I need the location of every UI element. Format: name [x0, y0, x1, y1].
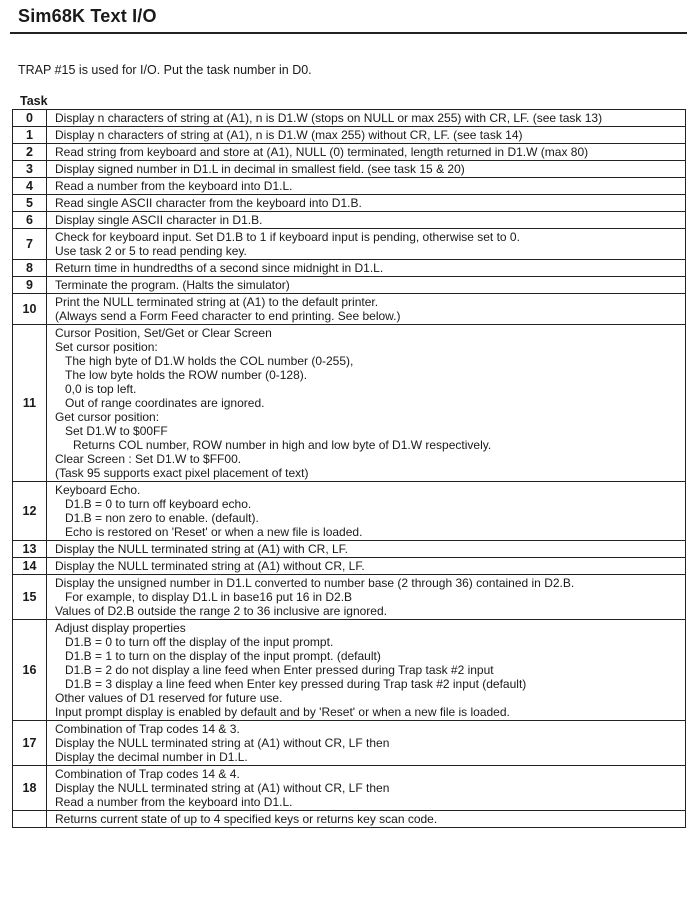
task-description	[47, 575, 686, 620]
table-row	[13, 766, 686, 811]
table-row	[13, 620, 686, 721]
task-number: 7	[13, 229, 47, 260]
description-line: Returns current state of up to 4 specified keys or returns key scan code.	[55, 812, 438, 826]
description-line: Out of range coordinates are ignored.	[65, 396, 265, 410]
table-row	[13, 811, 686, 828]
description-line: D1.B = 0 to turn off the display of the input prompt.	[65, 635, 334, 649]
description-line: Set D1.W to $00FF	[65, 424, 168, 438]
description-line: The low byte holds the ROW number (0-128).	[65, 368, 308, 382]
description-line: Keyboard Echo.	[55, 483, 141, 497]
description-line: Clear Screen : Set D1.W to $FF00.	[55, 452, 242, 466]
description-line: Display the NULL terminated string at (A1) without CR, LF then	[55, 781, 390, 795]
description-line: The high byte of D1.W holds the COL number (0-255),	[65, 354, 354, 368]
task-number: 12	[13, 482, 47, 541]
task-description	[47, 558, 686, 575]
table-row	[13, 178, 686, 195]
description-line: Echo is restored on 'Reset' or when a new file is loaded.	[65, 525, 363, 539]
description-line: (Task 95 supports exact pixel placement of text)	[55, 466, 309, 480]
table-row	[13, 144, 686, 161]
task-description	[47, 541, 686, 558]
task-number: 14	[13, 558, 47, 575]
page-title: Sim68K Text I/O	[18, 6, 157, 26]
description-line: Read single ASCII character from the keyboard into D1.B.	[55, 196, 362, 210]
description-line: Other values of D1 reserved for future use.	[55, 691, 283, 705]
task-description	[47, 110, 686, 127]
description-line: 0,0 is top left.	[65, 382, 137, 396]
description-line: Display the NULL terminated string at (A1) without CR, LF then	[55, 736, 390, 750]
task-number: 16	[13, 620, 47, 721]
table-row	[13, 541, 686, 558]
task-description	[47, 127, 686, 144]
task-number: 6	[13, 212, 47, 229]
task-description	[47, 144, 686, 161]
task-number: 4	[13, 178, 47, 195]
description-line: Display the unsigned number in D1.L converted to number base (2 through 36) contained in D2.B.	[55, 576, 575, 590]
description-line: D1.B = non zero to enable. (default).	[65, 511, 259, 525]
description-line: Read a number from the keyboard into D1.L.	[55, 795, 293, 809]
description-line: Get cursor position:	[55, 410, 160, 424]
table-row	[13, 325, 686, 482]
table-row	[13, 127, 686, 144]
task-description	[47, 721, 686, 766]
task-number: 8	[13, 260, 47, 277]
description-line: Display single ASCII character in D1.B.	[55, 213, 263, 227]
table-row	[13, 575, 686, 620]
description-line: Display the NULL terminated string at (A1) with CR, LF.	[55, 542, 348, 556]
description-line: Cursor Position, Set/Get or Clear Screen	[55, 326, 272, 340]
task-number: 0	[13, 110, 47, 127]
task-number	[13, 811, 47, 828]
task-column-header: Task	[20, 94, 48, 108]
description-line: Display the NULL terminated string at (A1) without CR, LF.	[55, 559, 365, 573]
table-row	[13, 482, 686, 541]
description-line: Combination of Trap codes 14 & 3.	[55, 722, 240, 736]
description-line: Display n characters of string at (A1), n is D1.W (max 255) without CR, LF. (see task 14)	[55, 128, 523, 142]
description-line: Set cursor position:	[55, 340, 158, 354]
description-line: (Always send a Form Feed character to end printing. See below.)	[55, 309, 401, 323]
task-description	[47, 161, 686, 178]
task-number: 18	[13, 766, 47, 811]
table-row	[13, 558, 686, 575]
table-row	[13, 721, 686, 766]
task-number: 1	[13, 127, 47, 144]
task-number: 9	[13, 277, 47, 294]
task-number: 2	[13, 144, 47, 161]
task-description	[47, 178, 686, 195]
description-line: Use task 2 or 5 to read pending key.	[55, 244, 247, 258]
table-row	[13, 212, 686, 229]
task-number: 5	[13, 195, 47, 212]
table-row	[13, 294, 686, 325]
task-number: 11	[13, 325, 47, 482]
description-line: D1.B = 2 do not display a line feed when Enter pressed during Trap task #2 input	[65, 663, 494, 677]
table-row	[13, 195, 686, 212]
task-number: 10	[13, 294, 47, 325]
task-description	[47, 482, 686, 541]
description-line: Display signed number in D1.L in decimal in smallest field. (see task 15 & 20)	[55, 162, 465, 176]
description-line: Check for keyboard input. Set D1.B to 1 if keyboard input is pending, otherwise set to 0.	[55, 230, 520, 244]
intro-text: TRAP #15 is used for I/O. Put the task number in D0.	[18, 63, 312, 77]
description-line: Read string from keyboard and store at (A1), NULL (0) terminated, length returned in D1.W (max 80)	[55, 145, 589, 159]
description-line: Return time in hundredths of a second since midnight in D1.L.	[55, 261, 384, 275]
task-description	[47, 620, 686, 721]
table-row	[13, 110, 686, 127]
task-description	[47, 212, 686, 229]
task-number: 15	[13, 575, 47, 620]
description-line: Returns COL number, ROW number in high and low byte of D1.W respectively.	[73, 438, 492, 452]
task-description	[47, 811, 686, 828]
table-row	[13, 277, 686, 294]
description-line: Display n characters of string at (A1), n is D1.W (stops on NULL or max 255) with CR, LF. (see task 13)	[55, 111, 603, 125]
task-description	[47, 766, 686, 811]
task-description	[47, 195, 686, 212]
description-line: Display the decimal number in D1.L.	[55, 750, 248, 764]
description-line: D1.B = 1 to turn on the display of the input prompt. (default)	[65, 649, 381, 663]
description-line: Terminate the program. (Halts the simulator)	[55, 278, 290, 292]
table-row	[13, 260, 686, 277]
task-description	[47, 294, 686, 325]
description-line: Read a number from the keyboard into D1.L.	[55, 179, 293, 193]
description-line: Print the NULL terminated string at (A1) to the default printer.	[55, 295, 379, 309]
description-line: Adjust display properties	[55, 621, 186, 635]
description-line: For example, to display D1.L in base16 put 16 in D2.B	[65, 590, 353, 604]
task-description	[47, 229, 686, 260]
table-row	[13, 161, 686, 178]
description-line: Combination of Trap codes 14 & 4.	[55, 767, 240, 781]
task-description	[47, 260, 686, 277]
task-number: 17	[13, 721, 47, 766]
title-rule	[10, 32, 687, 34]
trap-task-table	[12, 109, 686, 828]
description-line: D1.B = 0 to turn off keyboard echo.	[65, 497, 252, 511]
table-row	[13, 229, 686, 260]
task-description	[47, 277, 686, 294]
description-line: Values of D2.B outside the range 2 to 36 inclusive are ignored.	[55, 604, 387, 618]
task-description	[47, 325, 686, 482]
description-line: D1.B = 3 display a line feed when Enter key pressed during Trap task #2 input (default)	[65, 677, 527, 691]
description-line: Input prompt display is enabled by default and by 'Reset' or when a new file is loaded.	[55, 705, 510, 719]
task-number: 13	[13, 541, 47, 558]
task-number: 3	[13, 161, 47, 178]
